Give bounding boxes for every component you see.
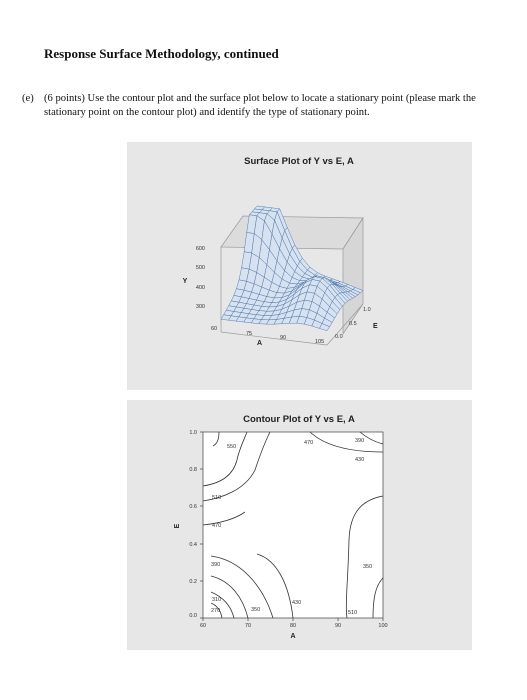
contour-label: 550 <box>227 444 237 450</box>
question-label: (e) <box>22 93 34 104</box>
question-e <box>22 92 492 119</box>
box-edge-a <box>221 332 327 345</box>
a-tick-label: 70 <box>244 623 252 629</box>
a-tick-label: 100 <box>378 623 388 629</box>
a-tick-label: 60 <box>199 623 207 629</box>
contour-label: 390 <box>355 438 365 444</box>
e-tick-label: 0.8 <box>189 467 197 473</box>
e-tick: 1.0 <box>363 307 371 313</box>
contour-label: 270 <box>211 608 221 614</box>
contour-label: 310 <box>212 597 222 603</box>
e-tick-label: 1.0 <box>189 430 197 436</box>
z-tick: 500 <box>195 265 205 271</box>
a-axis-label: A <box>257 340 263 347</box>
contour-label: 390 <box>211 562 221 568</box>
a-tick: 75 <box>246 331 253 337</box>
a-axis-label: A <box>290 633 296 640</box>
e-tick-label: 0.6 <box>189 504 197 510</box>
z-tick: 400 <box>195 285 205 291</box>
z-tick: 600 <box>195 246 205 252</box>
e-axis-label: E <box>373 323 378 330</box>
contour-label: 430 <box>355 457 365 463</box>
contour-label: 510 <box>212 495 222 501</box>
question-text: (6 points) Use the contour plot and the surface plot below to locate a stationary point (please mark the stationary point on the contour plot) and identify the type of stationary point. <box>44 93 476 118</box>
a-axis <box>203 618 383 621</box>
z-tick: 300 <box>195 304 205 310</box>
surface-plot-panel <box>127 142 472 390</box>
section-heading: Response Surface Methodology, continued <box>44 46 279 61</box>
surface-plot-title: Surface Plot of Y vs E, A <box>244 156 354 167</box>
contour-label: 350 <box>251 607 261 613</box>
e-axis-label: E <box>174 523 181 529</box>
a-tick-label: 90 <box>334 623 342 629</box>
a-tick: 90 <box>280 335 287 341</box>
a-tick: 105 <box>315 339 325 345</box>
contour-plot <box>127 400 472 650</box>
surface-plot <box>127 142 472 390</box>
z-axis-label: Y <box>182 278 188 285</box>
contour-label: 470 <box>212 523 222 529</box>
e-tick-label: 0.4 <box>189 542 197 548</box>
contour-label: 430 <box>292 600 302 606</box>
contour-plot-panel <box>127 400 472 650</box>
e-tick-label: 0.0 <box>189 613 197 619</box>
a-tick-label: 80 <box>289 623 297 629</box>
contour-label: 350 <box>363 564 373 570</box>
contour-label: 470 <box>304 440 314 446</box>
contour-label: 510 <box>348 610 358 616</box>
e-axis <box>200 432 203 618</box>
a-tick: 60 <box>211 326 218 332</box>
e-tick-label: 0.2 <box>189 579 197 585</box>
e-tick: 0.0 <box>335 334 343 340</box>
e-tick: 0.5 <box>349 321 357 327</box>
contour-plot-title: Contour Plot of Y vs E, A <box>243 414 355 425</box>
